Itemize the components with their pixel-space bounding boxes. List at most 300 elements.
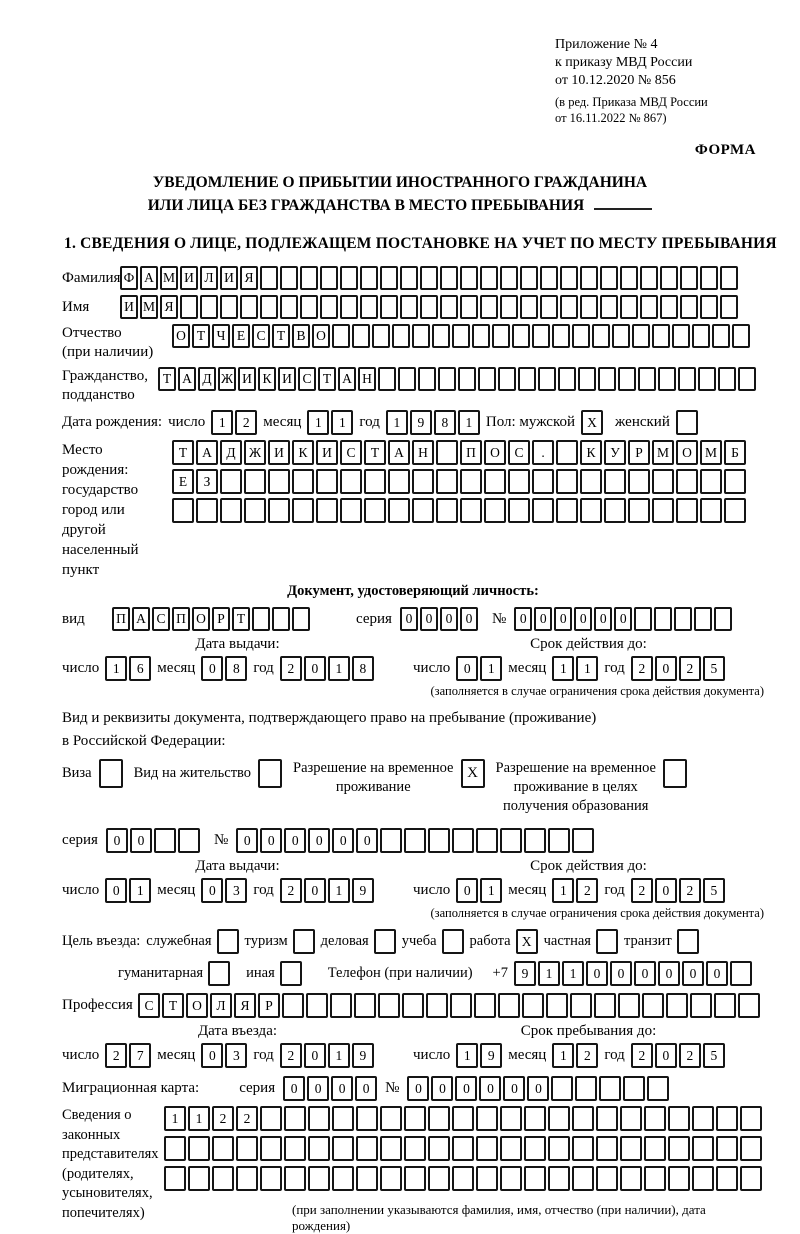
- char-cell[interactable]: Я: [234, 993, 256, 1018]
- char-cell[interactable]: [220, 295, 238, 319]
- char-cell[interactable]: 0: [260, 828, 282, 853]
- char-cell[interactable]: [640, 295, 658, 319]
- char-cell[interactable]: [484, 469, 506, 494]
- char-cell[interactable]: [220, 498, 242, 523]
- char-cell[interactable]: [520, 266, 538, 290]
- char-cell[interactable]: [548, 1136, 570, 1161]
- char-cell[interactable]: 1: [552, 878, 574, 903]
- char-cell[interactable]: [580, 469, 602, 494]
- char-cell[interactable]: 5: [703, 656, 725, 681]
- char-cell[interactable]: [280, 295, 298, 319]
- char-cell[interactable]: 0: [407, 1076, 429, 1101]
- char-cell[interactable]: [340, 469, 362, 494]
- char-cell[interactable]: [364, 498, 386, 523]
- char-cell[interactable]: 0: [331, 1076, 353, 1101]
- char-cell[interactable]: [332, 1166, 354, 1191]
- char-cell[interactable]: [418, 367, 436, 391]
- char-cell[interactable]: [652, 498, 674, 523]
- char-cell[interactable]: Я: [160, 295, 178, 319]
- char-cell[interactable]: А: [388, 440, 410, 465]
- char-cell[interactable]: [596, 1166, 618, 1191]
- char-cell[interactable]: [712, 324, 730, 348]
- char-cell[interactable]: [668, 1136, 690, 1161]
- char-cell[interactable]: 0: [283, 1076, 305, 1101]
- char-cell[interactable]: [432, 324, 450, 348]
- char-cell[interactable]: [580, 266, 598, 290]
- char-cell[interactable]: [522, 993, 544, 1018]
- char-cell[interactable]: 1: [552, 656, 574, 681]
- char-cell[interactable]: [412, 469, 434, 494]
- char-cell[interactable]: [620, 295, 638, 319]
- char-cell[interactable]: Ф: [120, 266, 138, 290]
- char-cell[interactable]: 0: [356, 828, 378, 853]
- char-cell[interactable]: 0: [304, 656, 326, 681]
- char-cell[interactable]: 0: [304, 1043, 326, 1068]
- char-cell[interactable]: [252, 607, 270, 631]
- char-cell[interactable]: К: [292, 440, 314, 465]
- char-cell[interactable]: [316, 498, 338, 523]
- char-cell[interactable]: О: [484, 440, 506, 465]
- char-cell[interactable]: 0: [706, 961, 728, 986]
- char-cell[interactable]: Т: [272, 324, 290, 348]
- char-cell[interactable]: [676, 498, 698, 523]
- char-cell[interactable]: [663, 759, 687, 788]
- char-cell[interactable]: [596, 929, 618, 954]
- char-cell[interactable]: [308, 1166, 330, 1191]
- char-cell[interactable]: 9: [480, 1043, 502, 1068]
- char-cell[interactable]: [260, 1166, 282, 1191]
- char-cell[interactable]: 0: [307, 1076, 329, 1101]
- char-cell[interactable]: [268, 498, 290, 523]
- char-cell[interactable]: [260, 1106, 282, 1131]
- char-cell[interactable]: [532, 469, 554, 494]
- char-cell[interactable]: [740, 1136, 762, 1161]
- char-cell[interactable]: И: [316, 440, 338, 465]
- char-cell[interactable]: 0: [106, 828, 128, 853]
- char-cell[interactable]: 2: [212, 1106, 234, 1131]
- char-cell[interactable]: З: [196, 469, 218, 494]
- char-cell[interactable]: X: [461, 759, 485, 788]
- char-cell[interactable]: 1: [456, 1043, 478, 1068]
- char-cell[interactable]: [436, 498, 458, 523]
- char-cell[interactable]: 0: [455, 1076, 477, 1101]
- char-cell[interactable]: Б: [724, 440, 746, 465]
- char-cell[interactable]: X: [516, 929, 538, 954]
- char-cell[interactable]: [178, 828, 200, 853]
- char-cell[interactable]: 0: [614, 607, 632, 631]
- char-cell[interactable]: [654, 607, 672, 631]
- char-cell[interactable]: [572, 828, 594, 853]
- char-cell[interactable]: 5: [703, 1043, 725, 1068]
- char-cell[interactable]: [380, 1106, 402, 1131]
- char-cell[interactable]: [600, 295, 618, 319]
- char-cell[interactable]: [340, 295, 358, 319]
- char-cell[interactable]: П: [172, 607, 190, 631]
- char-cell[interactable]: [594, 993, 616, 1018]
- char-cell[interactable]: [732, 324, 750, 348]
- char-cell[interactable]: 2: [679, 878, 701, 903]
- char-cell[interactable]: [548, 1106, 570, 1131]
- char-cell[interactable]: [640, 266, 658, 290]
- char-cell[interactable]: [388, 498, 410, 523]
- char-cell[interactable]: [560, 295, 578, 319]
- char-cell[interactable]: Д: [198, 367, 216, 391]
- char-cell[interactable]: [580, 498, 602, 523]
- char-cell[interactable]: [284, 1136, 306, 1161]
- char-cell[interactable]: 0: [554, 607, 572, 631]
- char-cell[interactable]: [374, 929, 396, 954]
- char-cell[interactable]: 6: [129, 656, 151, 681]
- char-cell[interactable]: [548, 1166, 570, 1191]
- char-cell[interactable]: М: [140, 295, 158, 319]
- char-cell[interactable]: [558, 367, 576, 391]
- char-cell[interactable]: [524, 1106, 546, 1131]
- char-cell[interactable]: [308, 1106, 330, 1131]
- char-cell[interactable]: 1: [328, 878, 350, 903]
- char-cell[interactable]: 0: [236, 828, 258, 853]
- char-cell[interactable]: [306, 993, 328, 1018]
- char-cell[interactable]: [272, 607, 290, 631]
- char-cell[interactable]: [428, 1166, 450, 1191]
- char-cell[interactable]: [212, 1136, 234, 1161]
- char-cell[interactable]: 1: [164, 1106, 186, 1131]
- char-cell[interactable]: [474, 993, 496, 1018]
- char-cell[interactable]: [520, 295, 538, 319]
- char-cell[interactable]: [532, 324, 550, 348]
- char-cell[interactable]: [293, 929, 315, 954]
- char-cell[interactable]: [330, 993, 352, 1018]
- char-cell[interactable]: [596, 1106, 618, 1131]
- char-cell[interactable]: [284, 1106, 306, 1131]
- char-cell[interactable]: 2: [679, 656, 701, 681]
- char-cell[interactable]: Т: [318, 367, 336, 391]
- char-cell[interactable]: [282, 993, 304, 1018]
- char-cell[interactable]: 0: [400, 607, 418, 631]
- char-cell[interactable]: [412, 324, 430, 348]
- char-cell[interactable]: 0: [201, 878, 223, 903]
- char-cell[interactable]: 0: [503, 1076, 525, 1101]
- char-cell[interactable]: 1: [129, 878, 151, 903]
- char-cell[interactable]: [740, 1106, 762, 1131]
- char-cell[interactable]: [476, 1136, 498, 1161]
- char-cell[interactable]: Т: [364, 440, 386, 465]
- char-cell[interactable]: [452, 1106, 474, 1131]
- char-cell[interactable]: [500, 1106, 522, 1131]
- char-cell[interactable]: [244, 469, 266, 494]
- char-cell[interactable]: 2: [105, 1043, 127, 1068]
- char-cell[interactable]: Т: [162, 993, 184, 1018]
- char-cell[interactable]: А: [132, 607, 150, 631]
- char-cell[interactable]: [360, 295, 378, 319]
- char-cell[interactable]: Ч: [212, 324, 230, 348]
- char-cell[interactable]: [524, 1166, 546, 1191]
- char-cell[interactable]: 8: [434, 410, 456, 435]
- char-cell[interactable]: 1: [458, 410, 480, 435]
- char-cell[interactable]: [716, 1166, 738, 1191]
- char-cell[interactable]: [620, 1166, 642, 1191]
- char-cell[interactable]: [580, 295, 598, 319]
- char-cell[interactable]: 5: [703, 878, 725, 903]
- char-cell[interactable]: М: [160, 266, 178, 290]
- char-cell[interactable]: [690, 993, 712, 1018]
- char-cell[interactable]: Т: [158, 367, 176, 391]
- char-cell[interactable]: [280, 961, 302, 986]
- char-cell[interactable]: [700, 498, 722, 523]
- char-cell[interactable]: [340, 498, 362, 523]
- char-cell[interactable]: 0: [456, 656, 478, 681]
- char-cell[interactable]: [404, 1106, 426, 1131]
- char-cell[interactable]: [442, 929, 464, 954]
- char-cell[interactable]: Я: [240, 266, 258, 290]
- char-cell[interactable]: [400, 295, 418, 319]
- char-cell[interactable]: 2: [235, 410, 257, 435]
- char-cell[interactable]: [524, 1136, 546, 1161]
- char-cell[interactable]: [164, 1136, 186, 1161]
- char-cell[interactable]: У: [604, 440, 626, 465]
- char-cell[interactable]: [672, 324, 690, 348]
- char-cell[interactable]: [692, 1106, 714, 1131]
- char-cell[interactable]: [738, 367, 756, 391]
- char-cell[interactable]: [452, 828, 474, 853]
- char-cell[interactable]: [200, 295, 218, 319]
- char-cell[interactable]: [599, 1076, 621, 1101]
- char-cell[interactable]: [540, 266, 558, 290]
- char-cell[interactable]: [518, 367, 536, 391]
- char-cell[interactable]: [512, 324, 530, 348]
- char-cell[interactable]: [180, 295, 198, 319]
- char-cell[interactable]: [552, 324, 570, 348]
- char-cell[interactable]: 0: [201, 656, 223, 681]
- char-cell[interactable]: Р: [258, 993, 280, 1018]
- char-cell[interactable]: 0: [610, 961, 632, 986]
- char-cell[interactable]: [154, 828, 176, 853]
- char-cell[interactable]: П: [112, 607, 130, 631]
- char-cell[interactable]: [356, 1106, 378, 1131]
- char-cell[interactable]: [714, 993, 736, 1018]
- char-cell[interactable]: Л: [200, 266, 218, 290]
- char-cell[interactable]: 0: [655, 878, 677, 903]
- char-cell[interactable]: [538, 367, 556, 391]
- char-cell[interactable]: [316, 469, 338, 494]
- char-cell[interactable]: [500, 1166, 522, 1191]
- char-cell[interactable]: 0: [332, 828, 354, 853]
- char-cell[interactable]: [472, 324, 490, 348]
- char-cell[interactable]: 2: [631, 878, 653, 903]
- char-cell[interactable]: [440, 266, 458, 290]
- char-cell[interactable]: [694, 607, 712, 631]
- char-cell[interactable]: [460, 295, 478, 319]
- char-cell[interactable]: [498, 367, 516, 391]
- char-cell[interactable]: [260, 1136, 282, 1161]
- char-cell[interactable]: 0: [527, 1076, 549, 1101]
- char-cell[interactable]: [668, 1106, 690, 1131]
- char-cell[interactable]: 7: [129, 1043, 151, 1068]
- char-cell[interactable]: М: [700, 440, 722, 465]
- char-cell[interactable]: [398, 367, 416, 391]
- char-cell[interactable]: 1: [328, 656, 350, 681]
- char-cell[interactable]: [620, 1106, 642, 1131]
- char-cell[interactable]: 0: [574, 607, 592, 631]
- char-cell[interactable]: [172, 498, 194, 523]
- char-cell[interactable]: 0: [440, 607, 458, 631]
- char-cell[interactable]: [508, 469, 530, 494]
- char-cell[interactable]: [196, 498, 218, 523]
- char-cell[interactable]: [572, 1166, 594, 1191]
- char-cell[interactable]: [720, 266, 738, 290]
- char-cell[interactable]: 0: [655, 656, 677, 681]
- char-cell[interactable]: [660, 295, 678, 319]
- char-cell[interactable]: [714, 607, 732, 631]
- char-cell[interactable]: .: [532, 440, 554, 465]
- char-cell[interactable]: [404, 1166, 426, 1191]
- char-cell[interactable]: С: [298, 367, 316, 391]
- char-cell[interactable]: [620, 266, 638, 290]
- char-cell[interactable]: X: [581, 410, 603, 435]
- char-cell[interactable]: 0: [284, 828, 306, 853]
- char-cell[interactable]: [575, 1076, 597, 1101]
- char-cell[interactable]: 2: [236, 1106, 258, 1131]
- char-cell[interactable]: [524, 828, 546, 853]
- char-cell[interactable]: [638, 367, 656, 391]
- char-cell[interactable]: О: [186, 993, 208, 1018]
- char-cell[interactable]: М: [652, 440, 674, 465]
- char-cell[interactable]: [480, 295, 498, 319]
- char-cell[interactable]: 0: [420, 607, 438, 631]
- char-cell[interactable]: [508, 498, 530, 523]
- char-cell[interactable]: И: [268, 440, 290, 465]
- char-cell[interactable]: [724, 469, 746, 494]
- char-cell[interactable]: [400, 266, 418, 290]
- char-cell[interactable]: [428, 1136, 450, 1161]
- char-cell[interactable]: С: [508, 440, 530, 465]
- char-cell[interactable]: 2: [280, 1043, 302, 1068]
- char-cell[interactable]: [572, 324, 590, 348]
- char-cell[interactable]: [164, 1166, 186, 1191]
- char-cell[interactable]: [676, 410, 698, 435]
- char-cell[interactable]: Д: [220, 440, 242, 465]
- char-cell[interactable]: 0: [682, 961, 704, 986]
- char-cell[interactable]: [578, 367, 596, 391]
- char-cell[interactable]: [308, 1136, 330, 1161]
- char-cell[interactable]: [546, 993, 568, 1018]
- char-cell[interactable]: [628, 469, 650, 494]
- char-cell[interactable]: 1: [188, 1106, 210, 1131]
- char-cell[interactable]: [292, 498, 314, 523]
- char-cell[interactable]: [628, 498, 650, 523]
- char-cell[interactable]: 0: [130, 828, 152, 853]
- char-cell[interactable]: О: [172, 324, 190, 348]
- char-cell[interactable]: [676, 469, 698, 494]
- char-cell[interactable]: 3: [225, 878, 247, 903]
- char-cell[interactable]: [380, 1136, 402, 1161]
- char-cell[interactable]: 0: [201, 1043, 223, 1068]
- char-cell[interactable]: [460, 266, 478, 290]
- char-cell[interactable]: [532, 498, 554, 523]
- char-cell[interactable]: 8: [225, 656, 247, 681]
- char-cell[interactable]: Р: [628, 440, 650, 465]
- char-cell[interactable]: [680, 295, 698, 319]
- char-cell[interactable]: [623, 1076, 645, 1101]
- char-cell[interactable]: [680, 266, 698, 290]
- char-cell[interactable]: [420, 295, 438, 319]
- char-cell[interactable]: [476, 1166, 498, 1191]
- char-cell[interactable]: 0: [304, 878, 326, 903]
- char-cell[interactable]: [698, 367, 716, 391]
- char-cell[interactable]: И: [278, 367, 296, 391]
- char-cell[interactable]: [240, 295, 258, 319]
- char-cell[interactable]: П: [460, 440, 482, 465]
- char-cell[interactable]: И: [120, 295, 138, 319]
- char-cell[interactable]: [260, 266, 278, 290]
- char-cell[interactable]: [548, 828, 570, 853]
- char-cell[interactable]: [492, 324, 510, 348]
- char-cell[interactable]: [677, 929, 699, 954]
- char-cell[interactable]: [556, 498, 578, 523]
- char-cell[interactable]: [674, 607, 692, 631]
- char-cell[interactable]: [380, 828, 402, 853]
- char-cell[interactable]: [460, 498, 482, 523]
- char-cell[interactable]: 2: [576, 1043, 598, 1068]
- char-cell[interactable]: Л: [210, 993, 232, 1018]
- char-cell[interactable]: [572, 1106, 594, 1131]
- char-cell[interactable]: [438, 367, 456, 391]
- char-cell[interactable]: [700, 469, 722, 494]
- char-cell[interactable]: [458, 367, 476, 391]
- char-cell[interactable]: [556, 469, 578, 494]
- char-cell[interactable]: [618, 993, 640, 1018]
- char-cell[interactable]: [500, 828, 522, 853]
- char-cell[interactable]: [652, 469, 674, 494]
- char-cell[interactable]: Н: [358, 367, 376, 391]
- char-cell[interactable]: [498, 993, 520, 1018]
- char-cell[interactable]: [738, 993, 760, 1018]
- char-cell[interactable]: [244, 498, 266, 523]
- char-cell[interactable]: [618, 367, 636, 391]
- char-cell[interactable]: 1: [386, 410, 408, 435]
- char-cell[interactable]: [632, 324, 650, 348]
- char-cell[interactable]: [540, 295, 558, 319]
- char-cell[interactable]: 2: [280, 656, 302, 681]
- char-cell[interactable]: 3: [225, 1043, 247, 1068]
- char-cell[interactable]: [360, 266, 378, 290]
- char-cell[interactable]: [420, 266, 438, 290]
- char-cell[interactable]: А: [196, 440, 218, 465]
- char-cell[interactable]: [700, 295, 718, 319]
- char-cell[interactable]: 2: [280, 878, 302, 903]
- char-cell[interactable]: [404, 828, 426, 853]
- char-cell[interactable]: [476, 1106, 498, 1131]
- char-cell[interactable]: [236, 1136, 258, 1161]
- char-cell[interactable]: В: [292, 324, 310, 348]
- char-cell[interactable]: [718, 367, 736, 391]
- char-cell[interactable]: [212, 1166, 234, 1191]
- char-cell[interactable]: О: [312, 324, 330, 348]
- char-cell[interactable]: [620, 1136, 642, 1161]
- char-cell[interactable]: [658, 367, 676, 391]
- char-cell[interactable]: [592, 324, 610, 348]
- char-cell[interactable]: [644, 1136, 666, 1161]
- char-cell[interactable]: [378, 993, 400, 1018]
- char-cell[interactable]: [380, 1166, 402, 1191]
- char-cell[interactable]: [570, 993, 592, 1018]
- char-cell[interactable]: [380, 266, 398, 290]
- char-cell[interactable]: 0: [658, 961, 680, 986]
- char-cell[interactable]: [188, 1136, 210, 1161]
- char-cell[interactable]: 1: [328, 1043, 350, 1068]
- char-cell[interactable]: 0: [594, 607, 612, 631]
- char-cell[interactable]: [426, 993, 448, 1018]
- char-cell[interactable]: [716, 1106, 738, 1131]
